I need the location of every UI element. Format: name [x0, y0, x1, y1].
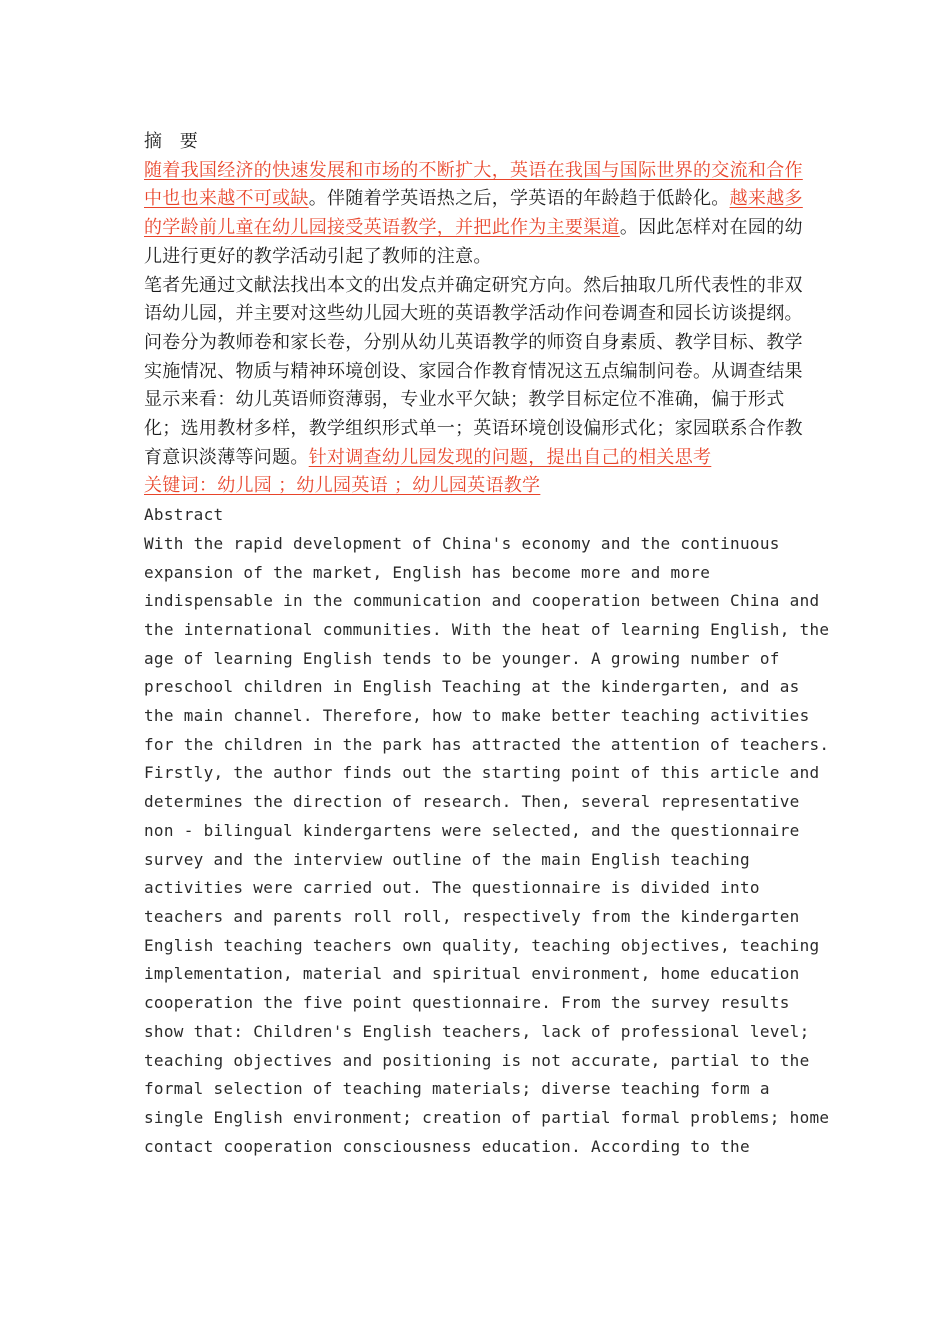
abstract-zh-paragraph-1 — [144, 157, 809, 272]
abstract-en-title: Abstract — [144, 505, 224, 525]
text-line: the main channel. Therefore, how to make better teaching activities — [144, 706, 810, 726]
text-line: indispensable in the communication and cooperation between China and — [144, 591, 820, 611]
highlight-text-1: 随着我国经济的快速发展和市场的不断扩大，英语在我国与国际世界的交流和合作中也也来越不可或缺 — [144, 159, 803, 210]
text-line: for the children in the park has attracted the attention of teachers. — [144, 734, 830, 754]
paragraph-text: 。伴随着学英语热之后，学英语的年龄趋于低龄化。 — [308, 188, 730, 210]
abstract-en-body — [144, 530, 830, 1161]
text-line: teaching objectives and positioning is not accurate, partial to the — [144, 1050, 810, 1070]
text-line: teachers and parents roll roll, respectively from the kindergarten — [144, 906, 800, 926]
text-line: age of learning English tends to be younger. A growing number of — [144, 648, 780, 668]
text-line: expansion of the market, English has become more and more — [144, 562, 711, 582]
text-line: the international communities. With the heat of learning English, the — [144, 619, 830, 639]
text-line: determines the direction of research. Then, several representative — [144, 792, 800, 812]
text-line: implementation, material and spiritual environment, home education — [144, 964, 800, 984]
paragraph-text: 笔者先通过文献法找出本文的出发点并确定研究方向。然后抽取几所代表性的非双语幼儿园，并主要对这些幼儿园大班的英语教学活动作问卷调查和园长访谈提纲。问卷分为教师卷和家长卷，分别从幼儿英语教学的师资自身素质、教学目标、教学实施情况、物质与精神环境创设、家园合作教育情况这五点编制问卷。从调查结果显示来看：幼儿英语师资薄弱，专业水平欠缺；教学目标定位不准确，偏于形式化；选用教材多样，教学组织形式单一；英语环境创设偏形式化；家园联系合作教育意识淡薄等问题。 — [144, 274, 803, 468]
abstract-zh-title: 摘 要 — [144, 131, 204, 152]
text-line: cooperation the five point questionnaire. From the survey results — [144, 993, 790, 1013]
text-line: preschool children in English Teaching at the kindergarten, and as — [144, 677, 800, 697]
text-line: Firstly, the author finds out the starting point of this article and — [144, 763, 820, 783]
text-line: contact cooperation consciousness education. According to the — [144, 1136, 750, 1156]
text-line: activities were carried out. The questionnaire is divided into — [144, 878, 760, 898]
text-line: formal selection of teaching materials; diverse teaching form a — [144, 1079, 770, 1099]
text-line: show that: Children's English teachers, lack of professional level; — [144, 1021, 810, 1041]
abstract-zh-paragraph-2 — [144, 272, 809, 473]
text-line: With the rapid development of China's economy and the continuous — [144, 533, 780, 553]
highlight-text-3: 针对调查幼儿园发现的问题，提出自己的相关思考 — [308, 446, 712, 468]
text-line: non - bilingual kindergartens were selected, and the questionnaire — [144, 820, 800, 840]
highlight-text-2: 越来越多的学龄前儿童在幼儿园接受英语教学，并把此作为主要渠道 — [144, 188, 803, 239]
text-line: English teaching teachers own quality, teaching objectives, teaching — [144, 935, 820, 955]
keywords-line: 关键词：幼儿园 ；幼儿园英语 ；幼儿园英语教学 — [144, 475, 541, 497]
document-body — [144, 128, 830, 1161]
text-line: survey and the interview outline of the main English teaching — [144, 849, 750, 869]
paragraph-text: 。因此怎样对在园的幼儿进行更好的教学活动引起了教师的注意。 — [144, 217, 803, 267]
text-line: single English environment; creation of partial formal problems; home — [144, 1107, 830, 1127]
